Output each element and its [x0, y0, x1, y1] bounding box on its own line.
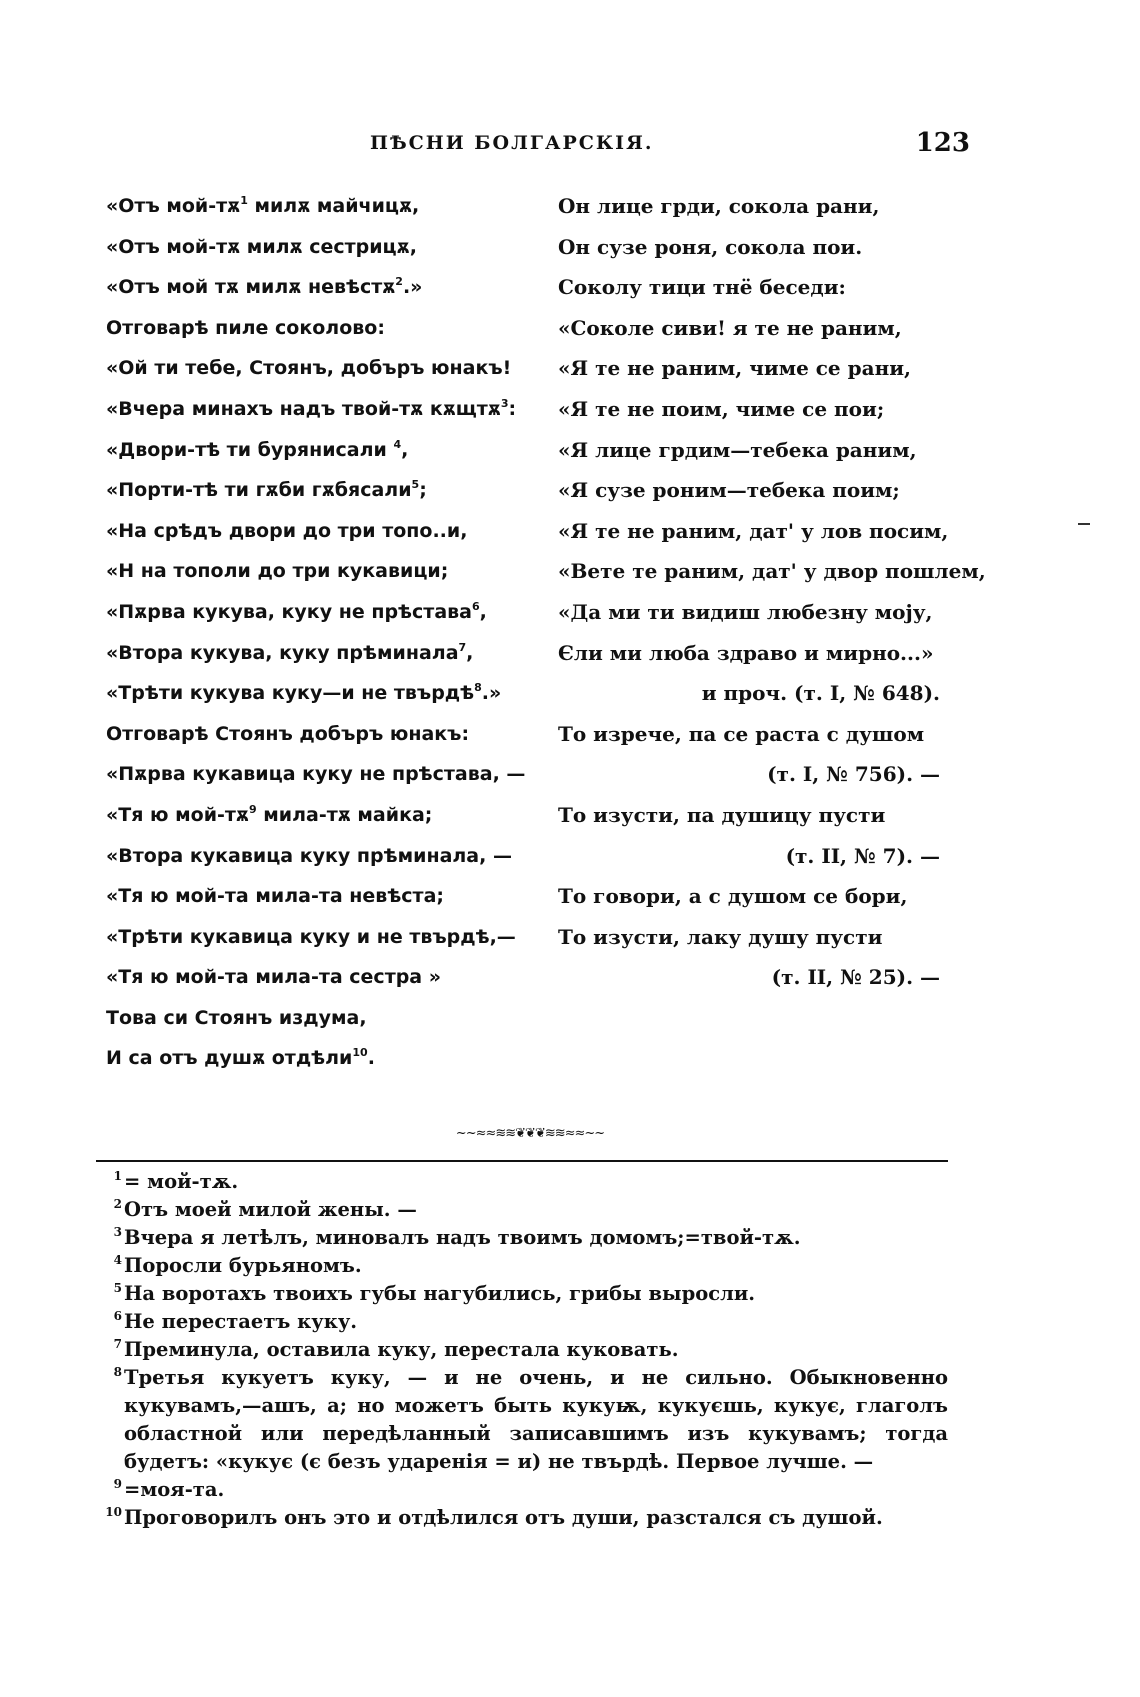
running-title: ПѢСНИ БОЛГАРСКІЯ.	[370, 132, 654, 154]
footnote-text: = мой-тѫ.	[124, 1170, 239, 1193]
footnote-number: 10	[105, 1505, 122, 1519]
footnote	[96, 1336, 948, 1364]
verse-line	[106, 267, 536, 308]
serbian-song-column	[558, 186, 986, 998]
verse-line	[106, 186, 536, 227]
verse-text-tail: ,	[401, 438, 409, 461]
verse-text: «Втора кукавица куку прѣминала, —	[106, 844, 512, 867]
verse-text: «Тя ю мой-та мила-та невѣста;	[106, 885, 444, 908]
verse-text-tail: мила-тѫ майка;	[256, 803, 433, 826]
verse-text: «Втора кукува, куку прѣминала	[106, 641, 459, 664]
source-citation: и проч. (т. I, № 648).	[701, 681, 940, 706]
verse-line	[106, 998, 536, 1039]
verse-line	[106, 389, 536, 430]
footnote-text: Преминула, оставила куку, перестала куковать.	[124, 1338, 679, 1361]
verse-line	[106, 430, 536, 471]
footnote	[96, 1280, 948, 1308]
footnote-text: Не перестаетъ куку.	[124, 1310, 358, 1333]
footnote-ref: 4	[393, 437, 402, 451]
footnote-number: 4	[113, 1253, 122, 1267]
verse-line	[106, 917, 536, 958]
footnote-divider	[96, 1160, 948, 1162]
verse-text: «Ой ти тебе, Стоянъ, добъръ юнакъ!	[106, 357, 512, 380]
verse-line: «Я сузе роним—тебека поим;	[558, 478, 900, 503]
footnote	[96, 1168, 948, 1196]
footnote-number: 3	[113, 1225, 122, 1239]
verse-text: «Порти-тѣ ти гѫби гѫбясали	[106, 479, 412, 502]
verse-text: «Двори-тѣ ти бурянисали	[106, 438, 394, 461]
footnote-number: 5	[113, 1281, 122, 1295]
page-header	[330, 128, 970, 162]
verse-line	[106, 957, 536, 998]
verse-line: «Вете те раним, дат' у двор пошлем,	[558, 559, 986, 584]
verse-line	[106, 551, 536, 592]
verse-line	[106, 592, 536, 633]
verse-text-tail: :	[508, 397, 517, 420]
footnote-number: 1	[113, 1169, 122, 1183]
verse-text: «Отъ мой тѫ милѫ невѣстѫ	[106, 276, 396, 299]
footnote-number: 2	[113, 1197, 122, 1211]
footnote-number: 9	[113, 1477, 122, 1491]
verse-line	[106, 227, 536, 268]
verse-line: Соколу тици тнё беседи:	[558, 275, 846, 300]
verse-line	[106, 754, 536, 795]
verse-text-tail: ,	[479, 600, 487, 623]
verse-line: «Я лице грдим—тебека раним,	[558, 437, 917, 462]
footnote-ref: 1	[240, 194, 248, 207]
verse-text-tail: ;	[419, 479, 427, 502]
footnote-ref: 3	[500, 396, 509, 410]
footnotes	[96, 1168, 948, 1532]
verse-line: Он лице грди, сокола рани,	[558, 194, 880, 218]
verse-line: То изрече, па се раста с душом	[558, 721, 925, 746]
verse-text: «Тя ю мой-тѫ	[106, 803, 249, 826]
footnote-number: 6	[113, 1309, 122, 1323]
footnote-text: На воротахъ твоихъ губы нагубились, грибы выросли.	[124, 1282, 756, 1305]
verse-text: Отговарѣ пиле соколово:	[106, 316, 385, 339]
footnote-ref: 7	[458, 640, 467, 654]
verse-text: Отговарѣ Стоянъ добъръ юнакъ:	[106, 722, 470, 745]
footnote	[96, 1504, 948, 1532]
verse-line: Он сузе роня, сокола пои.	[558, 234, 863, 259]
verse-text-tail: .	[367, 1047, 375, 1070]
footnote	[96, 1252, 948, 1280]
footnote	[96, 1224, 948, 1252]
verse-text-tail: милѫ майчицѫ,	[247, 195, 420, 217]
verse-text-tail: ,	[466, 641, 474, 664]
footnote-number: 8	[113, 1365, 122, 1379]
verse-text: «Вчера минахъ надъ твой-тѫ кѫщтѫ	[106, 397, 501, 420]
verse-text: «Тя ю мой-та мила-та сестра »	[106, 966, 442, 989]
verse-line: То изусти, лаку душу пусти	[558, 924, 883, 949]
verse-text: «Отъ мой-тѫ	[106, 195, 241, 217]
footnote-ref: 9	[248, 802, 257, 816]
footnote-text: Вчера я летѣлъ, миновалъ надъ твоимъ домомъ;=твой-тѫ.	[124, 1226, 801, 1249]
footnote-text: Проговорилъ онъ это и отдѣлился отъ души, разстался съ душой.	[124, 1506, 883, 1529]
verse-text-tail: .»	[402, 276, 423, 299]
footnote-ref: 8	[474, 681, 482, 695]
verse-text: «Трѣти кукавица куку и не твърдѣ,—	[106, 925, 516, 948]
verse-text: И са отъ душѫ отдѣли	[106, 1047, 353, 1070]
footnote-ref: 10	[352, 1046, 368, 1060]
verse-line: То говори, а с душом се бори,	[558, 884, 908, 909]
verse-line	[106, 876, 536, 917]
verse-text: «Пѫрва кукува, куку не прѣстава	[106, 600, 472, 623]
verse-text: «Пѫрва кукавица куку не прѣстава, —	[106, 763, 526, 786]
footnote	[96, 1308, 948, 1336]
footnote-text: Отъ моей милой жены. —	[124, 1198, 417, 1221]
verse-text: «Отъ мой-тѫ милѫ сестрицѫ,	[106, 235, 417, 258]
footnote	[96, 1364, 948, 1476]
verse-line: «Да ми ти видиш любезну моју,	[558, 599, 933, 624]
footnote-number: 7	[113, 1337, 122, 1351]
verse-line: «Соколе сиви! я те не раним,	[558, 315, 902, 340]
footnote-text: Третья кукуетъ куку, — и не очень, и не сильно. Обыкновенно кукувамъ,—ашъ, а; но можетъ быть кукуѭ, кукуєшь, кукує, глаголъ областной или передѣланный записавшимъ изъ кукувамъ; тогда будетъ: «кукує (є безъ ударенія = и) не твърдѣ. Первое лучше. —	[124, 1366, 948, 1473]
source-citation: (т. I, № 756). —	[767, 762, 940, 787]
footnote-text: Поросли бурьяномъ.	[124, 1254, 362, 1277]
page-number: 123	[915, 128, 970, 158]
footnote-ref: 2	[395, 275, 403, 289]
margin-mark	[1078, 523, 1090, 525]
footnote-ref: 5	[411, 478, 420, 492]
verse-line	[106, 348, 536, 389]
verse-text: «Трѣти кукува куку—и не твърдѣ	[106, 682, 475, 705]
footnote	[96, 1196, 948, 1224]
footnote-text: =моя-та.	[124, 1478, 225, 1501]
verse-text: Това си Стоянъ издума,	[106, 1006, 367, 1029]
decorative-ornament: ~~≈≈≋≋❦❦❦≋≋≈≈~~	[455, 1126, 605, 1141]
bulgarian-song-column	[106, 186, 536, 1079]
verse-text: «Н на тополи до три кукавици;	[106, 560, 449, 583]
footnote	[96, 1476, 948, 1504]
verse-line: «Я те не раним, чиме се рани,	[558, 356, 911, 381]
verse-line	[106, 673, 536, 714]
verse-line: Єли ми люба здраво и мирно...»	[558, 640, 934, 665]
verse-line	[106, 308, 536, 349]
verse-text-tail: .»	[481, 682, 502, 705]
verse-text: «На срѣдъ двори до три топо..и,	[106, 519, 468, 542]
verse-line	[106, 836, 536, 877]
verse-line: «Я те не поим, чиме се пои;	[558, 396, 885, 421]
verse-line	[106, 795, 536, 836]
source-citation: (т. II, № 7). —	[785, 843, 940, 868]
verse-line: То изусти, па душицу пусти	[558, 802, 886, 827]
verse-line	[106, 1038, 536, 1079]
verse-line: «Я те не раним, дат' у лов посим,	[558, 518, 949, 543]
verse-line	[106, 511, 536, 552]
verse-line	[106, 470, 536, 511]
verse-line	[106, 714, 536, 755]
source-citation: (т. II, № 25). —	[771, 965, 940, 990]
verse-line	[106, 633, 536, 674]
footnote-ref: 6	[471, 599, 480, 613]
